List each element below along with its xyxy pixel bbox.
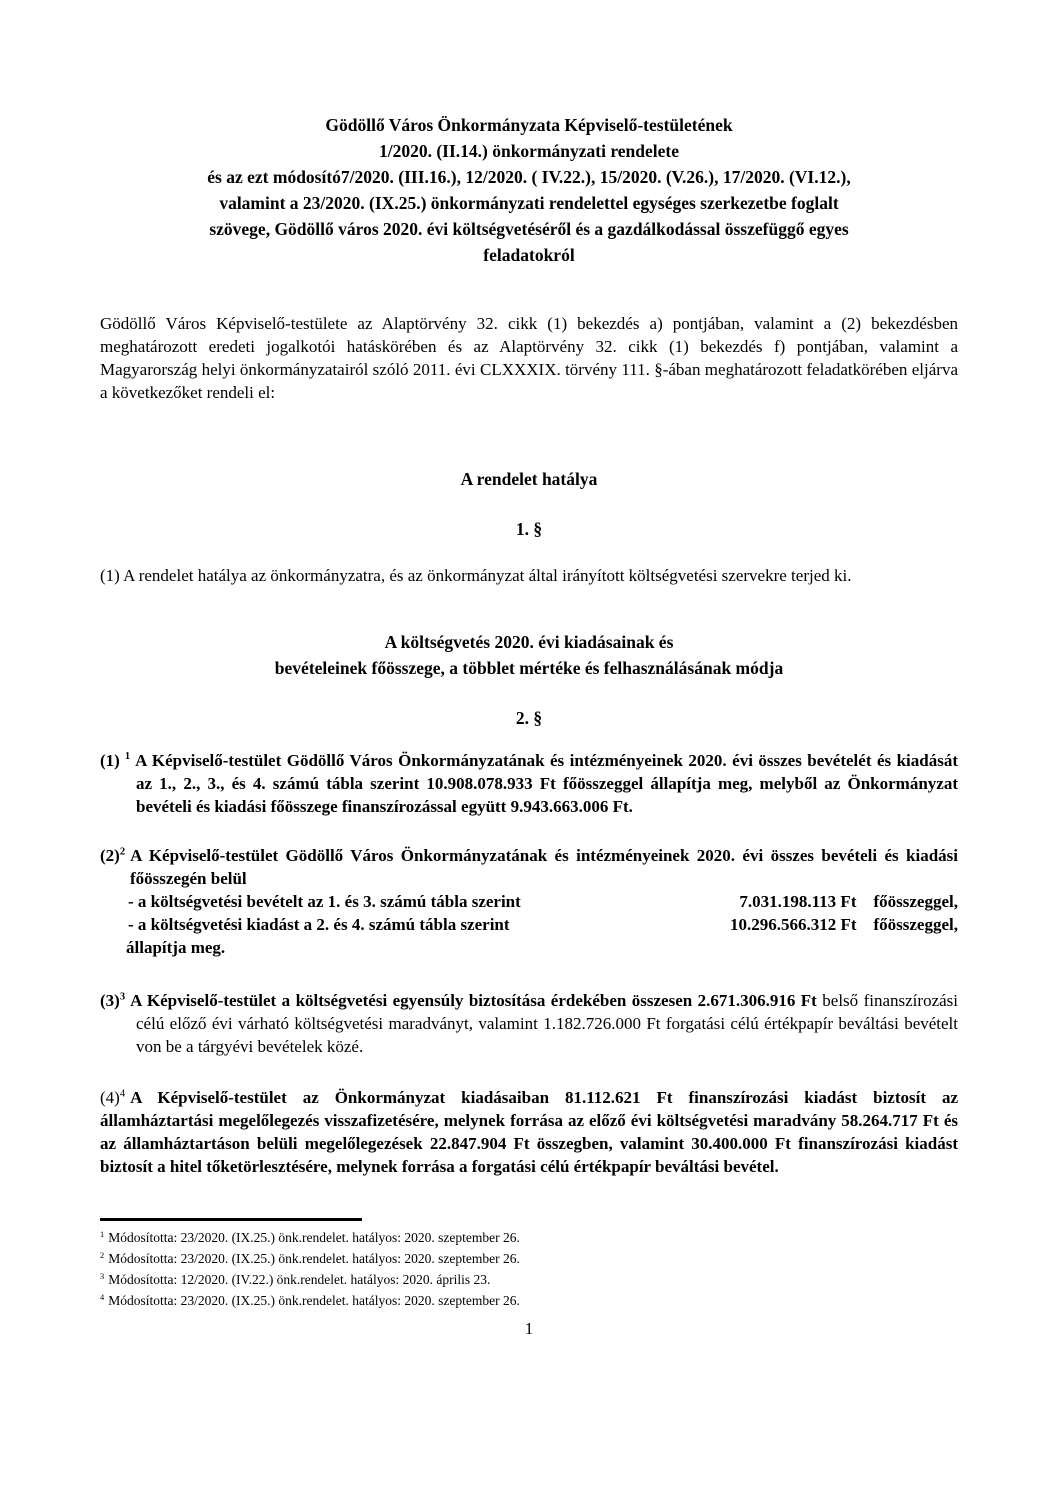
section2-paragraph-1: [100, 749, 958, 818]
section2-heading-line-1: A költségvetés 2020. évi kiadásainak és: [384, 632, 674, 652]
footnote-reference-1: 1: [124, 751, 131, 763]
paragraph-marker: (3): [100, 991, 120, 1010]
decree-title-line-6: feladatokról: [483, 245, 575, 265]
budget-expenditure-amount: 10.296.566.312 Ft: [729, 915, 857, 934]
paragraph-intro-text: A Képviselő-testület Gödöllő Város Önkormányzatának és intézményeinek 2020. évi összes bevételi és kiadási főösszegén belül: [130, 846, 958, 888]
decree-title-line-1: Gödöllő Város Önkormányzata Képviselő-testületének: [325, 115, 733, 135]
paragraph-text: belső finanszírozási célú előző évi várható költségvetési maradványt, valamint 1.182.726.000 Ft forgatási célú értékpapír beváltási bevételt von be a tárgyévi bevételek közé.: [136, 991, 958, 1056]
paragraph-bold-text: A Képviselő-testület a költségvetési egyensúly biztosítása érdekében összesen 2.671.306.916 Ft: [130, 991, 817, 1010]
footnote-reference-2: 2: [119, 846, 126, 858]
decree-title-line-4: valamint a 23/2020. (IX.25.) önkormányzati rendelettel egységes szerkezetbe foglalt: [219, 193, 839, 213]
section2-heading: [100, 629, 958, 681]
paragraph-marker: (1): [100, 751, 120, 770]
footnote-reference-3: 3: [119, 991, 126, 1003]
budget-expenditure-suffix: főösszeggel,: [873, 915, 958, 934]
footnote-reference-4: 4: [119, 1088, 126, 1100]
budget-revenue-suffix: főösszeggel,: [873, 892, 958, 911]
footnote-2-marker: 2: [100, 1250, 105, 1260]
footnote-4-text: Módosította: 23/2020. (IX.25.) önk.rendelet. hatályos: 2020. szeptember 26.: [108, 1293, 520, 1308]
footnote-3-marker: 3: [100, 1271, 105, 1281]
footnote-4-marker: 4: [100, 1292, 105, 1302]
section1-number: 1. §: [515, 519, 543, 539]
footnote-3-text: Módosította: 12/2020. (IV.22.) önk.rendelet. hatályos: 2020. április 23.: [108, 1272, 491, 1287]
footnote-separator: [100, 1218, 362, 1221]
page-number: 1: [524, 1319, 534, 1338]
footnote-2: [100, 1248, 958, 1269]
budget-expenditure-label: - a költségvetési kiadást a 2. és 4. számú tábla szerint: [128, 915, 510, 934]
decree-title-line-3: és az ezt módosító7/2020. (III.16.), 12/2020. ( IV.22.), 15/2020. (V.26.), 17/2020. (VI.12.),: [207, 167, 851, 187]
section2-paragraph-2: [100, 844, 958, 959]
paragraph-marker: (2): [100, 846, 120, 865]
paragraph-text: A Képviselő-testület az Önkormányzat kiadásaiban 81.112.621 Ft finanszírozási kiadást biztosít az államháztartási megelőlegezés visszafizetésére, melynek forrása az előző évi költségvetési maradvány 58.264.717 Ft és az államháztartáson belüli megelőlegezések 22.847.904 Ft összegben, valamint 30.400.000 Ft finanszírozási kiadást biztosít a hitel tőketörlesztésére, melynek forrása a forgatási célú értékpapír beváltási bevétel.: [100, 1088, 958, 1176]
footnote-area: [100, 1218, 958, 1311]
budget-revenue-row: [100, 890, 958, 913]
paragraph-text: A rendelet hatálya az önkormányzatra, és az önkormányzat által irányított költségvetési szervekre terjed ki.: [123, 566, 852, 585]
section2-paragraph-4: [100, 1086, 958, 1178]
footnote-1-marker: 1: [100, 1229, 105, 1239]
section2-paragraph-3: [100, 989, 958, 1058]
footnote-list: [100, 1227, 958, 1311]
section2-heading-line-2: bevételeinek főösszege, a többlet mértéke és felhasználásának módja: [274, 658, 784, 678]
footnote-3: [100, 1269, 958, 1290]
footnote-4: [100, 1290, 958, 1311]
paragraph-marker: (1): [100, 566, 120, 585]
paragraph-closing: állapítja meg.: [126, 938, 226, 957]
budget-revenue-amount: 7.031.198.113 Ft: [739, 892, 857, 911]
decree-title-line-2: 1/2020. (II.14.) önkormányzati rendelete: [378, 141, 680, 161]
section1-heading: A rendelet hatálya: [460, 469, 598, 489]
paragraph-intro: [100, 844, 958, 890]
budget-revenue-label: - a költségvetési bevételt az 1. és 3. számú tábla szerint: [128, 892, 521, 911]
paragraph-text: A Képviselő-testület Gödöllő Város Önkormányzatának és intézményeinek 2020. évi összes bevételét és kiadását az 1., 2., 3., és 4. számú tábla szerint 10.908.078.933 Ft főösszeggel állapítja meg, melyből az Önkormányzat bevételi és kiadási főösszege finanszírozással együtt 9.943.663.006 Ft.: [135, 751, 958, 816]
paragraph-marker: (4): [100, 1088, 120, 1107]
decree-title: [100, 112, 958, 268]
decree-title-line-5: szövege, Gödöllő város 2020. évi költségvetéséről és a gazdálkodással összefüggő egyes: [209, 219, 849, 239]
section2-number: 2. §: [515, 708, 543, 728]
budget-expenditure-row: [100, 913, 958, 936]
footnote-1-text: Módosította: 23/2020. (IX.25.) önk.rendelet. hatályos: 2020. szeptember 26.: [108, 1230, 520, 1245]
preamble-paragraph: Gödöllő Város Képviselő-testülete az Alaptörvény 32. cikk (1) bekezdés a) pontjában, valamint a (2) bekezdésben meghatározott eredeti jogalkotói hatáskörében és az Alaptörvény 32. cikk (1) bekezdés f) pontjában, valamint a Magyarország helyi önkormányzatairól szóló 2011. évi CLXXXIX. törvény 111. §-ában meghatározott feladatkörében eljárva a következőket rendeli el:: [100, 314, 958, 402]
footnote-2-text: Módosította: 23/2020. (IX.25.) önk.rendelet. hatályos: 2020. szeptember 26.: [108, 1251, 520, 1266]
section1-paragraph-1: [100, 564, 958, 587]
footnote-1: [100, 1227, 958, 1248]
